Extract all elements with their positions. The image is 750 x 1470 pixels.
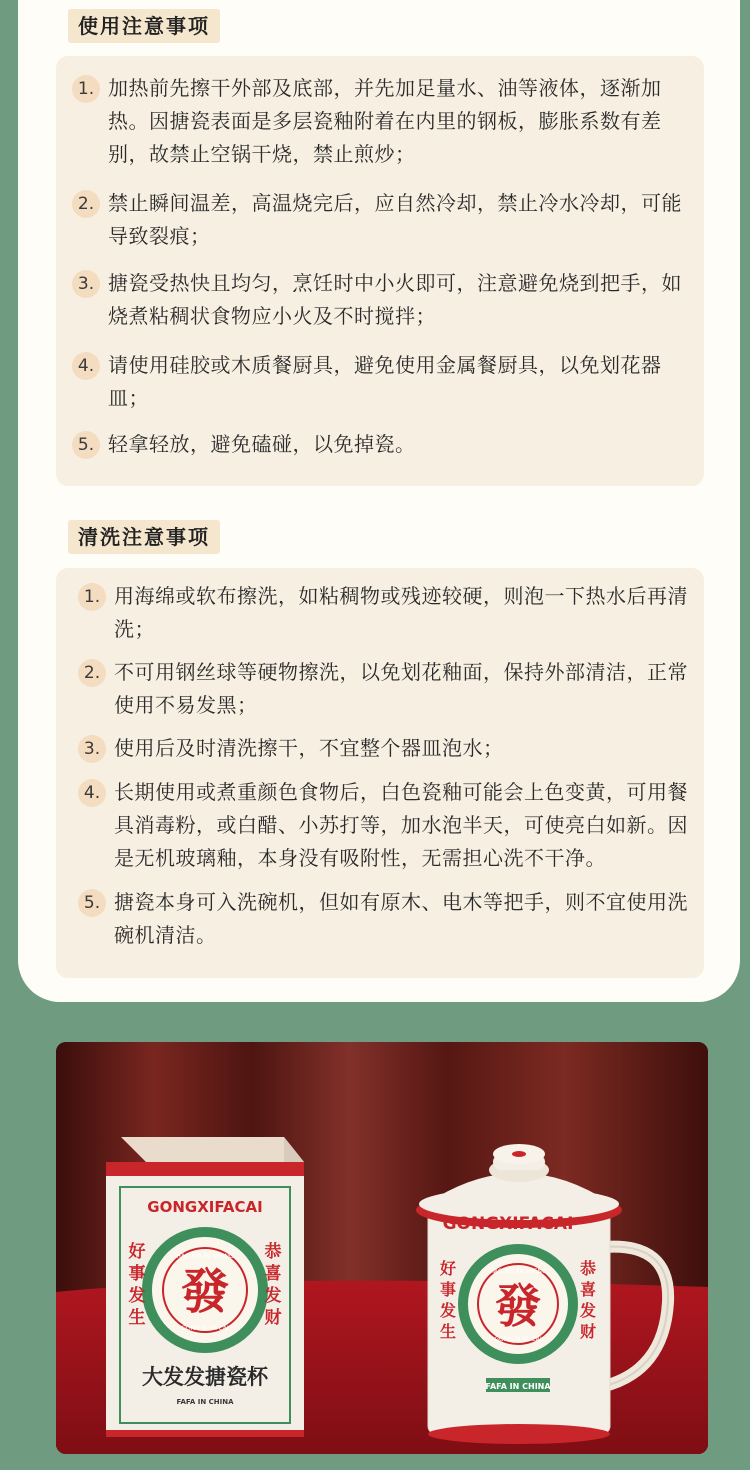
box-origin-text: FAFA IN CHINA: [176, 1398, 234, 1406]
cleaning-item-text: 使用后及时清洗擦干，不宜整个器皿泡水；: [114, 736, 504, 760]
cleaning-item-1: [78, 580, 690, 646]
svg-text:发: 发: [128, 1286, 146, 1306]
item-number-badge: 4.: [78, 779, 106, 807]
usage-item-5: [72, 428, 690, 461]
product-photo: [56, 1042, 708, 1454]
svg-text:生: 生: [439, 1322, 457, 1341]
item-number-badge: 4.: [72, 352, 100, 380]
box-ring-bottom-text: GONG XI FA CAI: [181, 1325, 229, 1332]
cleaning-item-4: [78, 776, 690, 875]
svg-text:事: 事: [128, 1264, 146, 1284]
item-number-badge: 2.: [72, 190, 100, 218]
item-number-badge: 2.: [78, 659, 106, 687]
item-number-badge: 5.: [78, 889, 106, 917]
cleaning-section-title: 清洗注意事项: [68, 520, 220, 554]
cleaning-item-text: 长期使用或煮重颜色食物后，白色瓷釉可能会上色变黄，可用餐具消毒粉，或白醋、小苏打等，加水泡半天，可使亮白如新。因是无机玻璃釉，本身没有吸附性，无需担心洗不干净。: [114, 780, 688, 870]
cleaning-item-text: 搪瓷本身可入洗碗机，但如有原木、电木等把手，则不宜使用洗碗机清洁。: [114, 890, 688, 947]
svg-text:生: 生: [128, 1308, 146, 1328]
cleaning-item-text: 不可用钢丝球等硬物擦洗，以免划花釉面，保持外部清洁，正常使用不易发黑；: [114, 660, 688, 717]
box-center-char: 發: [180, 1264, 230, 1320]
usage-panel: [56, 56, 704, 486]
usage-item-4: [72, 349, 690, 415]
mug-ring-top-text: HAO SHI FA SHENG: [489, 1268, 547, 1275]
item-number-badge: 1.: [72, 75, 100, 103]
svg-text:发: 发: [439, 1301, 457, 1320]
usage-item-text: 搪瓷受热快且均匀，烹饪时中小火即可，注意避免烧到把手，如烧煮粘稠状食物应小火及不时搅拌；: [108, 271, 682, 328]
svg-text:财: 财: [264, 1308, 282, 1328]
cleaning-item-2: [78, 656, 690, 722]
usage-item-text: 加热前先擦干外部及底部，并先加足量水、油等液体，逐渐加热。因搪瓷表面是多层瓷釉附着在内里的钢板，膨胀系数有差别，故禁止空锅干烧，禁止煎炒；: [108, 76, 662, 166]
item-number-badge: 3.: [78, 735, 106, 763]
cleaning-panel: [56, 568, 704, 978]
svg-text:喜: 喜: [264, 1264, 282, 1284]
svg-text:发: 发: [579, 1301, 597, 1320]
mug-origin-text: FAFA IN CHINA: [485, 1382, 551, 1391]
usage-item-text: 请使用硅胶或木质餐厨具，避免使用金属餐厨具，以免划花器皿；: [108, 353, 662, 410]
svg-text:好: 好: [439, 1259, 457, 1278]
usage-item-text: 轻拿轻放，避免磕碰，以免掉瓷。: [108, 432, 416, 456]
svg-text:恭: 恭: [264, 1242, 282, 1262]
usage-item-text: 禁止瞬间温差，高温烧完后，应自然冷却，禁止冷水冷却，可能导致裂痕；: [108, 191, 682, 248]
usage-section-title: 使用注意事项: [68, 9, 220, 43]
svg-text:事: 事: [439, 1280, 457, 1299]
mug-center-char: 發: [495, 1279, 541, 1333]
svg-text:发: 发: [264, 1286, 282, 1306]
cleaning-item-5: [78, 886, 690, 952]
item-number-badge: 5.: [72, 431, 100, 459]
usage-item-3: [72, 267, 690, 333]
box-ring-top-text: HAO SHI FA SHENG: [176, 1253, 234, 1260]
item-number-badge: 3.: [72, 270, 100, 298]
mug-brand-text: GONGXIFACAI: [442, 1214, 574, 1234]
usage-item-1: [72, 72, 690, 171]
svg-text:好: 好: [128, 1242, 146, 1262]
product-photo-illustration: [56, 1042, 708, 1454]
gift-box: [106, 1137, 304, 1437]
box-product-name: 大发发搪瓷杯: [142, 1365, 268, 1389]
cleaning-item-text: 用海绵或软布擦洗，如粘稠物或残迹较硬，则泡一下热水后再清洗；: [114, 584, 688, 641]
svg-text:财: 财: [579, 1322, 597, 1341]
mug-ring-bottom-text: GONG XI FA CAI: [494, 1336, 542, 1343]
usage-item-2: [72, 187, 690, 253]
box-brand-text: GONGXIFACAI: [147, 1198, 263, 1216]
svg-text:恭: 恭: [579, 1259, 597, 1278]
svg-text:喜: 喜: [579, 1280, 597, 1299]
cleaning-item-3: [78, 732, 690, 765]
item-number-badge: 1.: [78, 583, 106, 611]
